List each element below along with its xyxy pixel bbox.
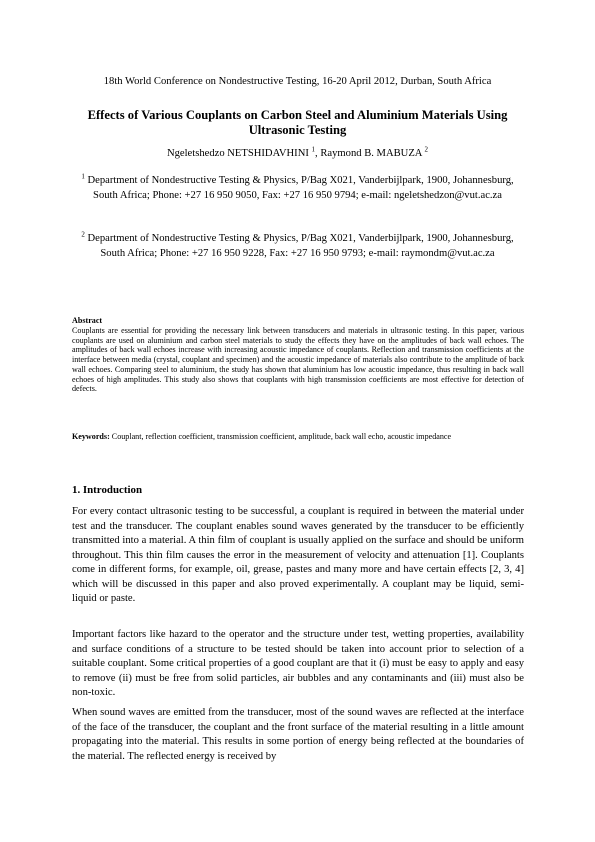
intro-paragraph-1 — [72, 505, 524, 607]
abstract-block — [72, 316, 524, 394]
author-separator: , — [315, 148, 321, 159]
author-2-mark: 2 — [424, 145, 429, 154]
author-line — [0, 145, 595, 159]
affiliation-1-text: Department of Nondestructive Testing & Physics, P/Bag X021, Vanderbijlpark, 1900, Johannesburg, South Africa; Phone: +27 16 950 9050, Fax: +27 16 950 9794; e-mail: ngeletshedzon@vut.ac.za — [84, 175, 514, 201]
conference-header: 18th World Conference on Nondestructive Testing, 16-20 April 2012, Durban, South Africa — [103, 76, 492, 87]
keywords-label: Keywords: — [72, 432, 110, 441]
author-2-name: Raymond B. MABUZA — [320, 148, 422, 159]
paragraph-text: Important factors like hazard to the operator and the structure under test, wetting properties, availability and surface conditions of a structure to be tested should be taken into account prior to selection of a suitable couplant. Some critical properties of a good couplant are that it (i) must be easy to apply and easy to remove (ii) must be free from solid particles, air bubbles and any contaminants and (iii) must also be non-toxic. — [72, 629, 524, 699]
section-heading-introduction: 1. Introduction — [72, 484, 142, 496]
keywords-text: Couplant, reflection coefficient, transmission coefficient, amplitude, back wall echo, acoustic impedance — [109, 432, 452, 441]
abstract-text: Couplants are essential for providing the necessary link between transducers and materials in ultrasonic testing. In this paper, various couplants are used on aluminium and carbon steel materials to study the effects they have on the amplitudes of back wall echoes. The amplitudes of back wall echoes increase with increasing acoustic impedance of couplants. Reflection and transmission coefficients at the interface between media (crystal, couplant and specimen) and the acoustic impedance of materials also contribute to the amplitude of back wall echoes. Comparing steel to aluminium, the study has shown that aluminium has low acoustic impedance, thus resulting in back wall echoes of high amplitudes. This study also shows that couplants with high transmission coefficients are most effective for detection of defects. — [72, 325, 524, 394]
paragraph-text: When sound waves are emitted from the transducer, most of the sound waves are reflected at the interface of the face of the transducer, the couplant and the front surface of the material resulting in a little amount propagating into the material. This results in some portion of energy being reflected at the boundaries of the material. The reflected energy is received by — [72, 707, 524, 762]
paper-title: Effects of Various Couplants on Carbon Steel and Aluminium Materials Using Ultrasonic Testing — [87, 108, 508, 137]
author-1-mark: 1 — [311, 145, 316, 154]
affiliation-2-mark: 2 — [81, 230, 85, 239]
affiliation-2 — [80, 232, 515, 261]
affiliation-1-mark: 1 — [81, 172, 85, 181]
paragraph-text: For every contact ultrasonic testing to be successful, a couplant is required in between the material under test and the transducer. The couplant enables sound waves generated by the transducer to be efficiently transmitted into a material. A thin film of couplant is usually applied on the surface and should be uniform throughout. This thin film causes the error in the measurement of velocity and attenuation [1]. Couplants come in different forms, for example, oil, grease, pastes and many more and have certain effects [2, 3, 4] which will be discussed in this paper and also proved experimentally. A couplant may be liquid, semi-liquid or paste. — [72, 506, 524, 605]
intro-paragraph-2 — [72, 628, 524, 701]
abstract-heading: Abstract — [72, 316, 103, 325]
author-1-name: Ngeletshedzo NETSHIDAVHINI — [166, 148, 309, 159]
keywords-block — [72, 432, 524, 442]
affiliation-1 — [80, 174, 515, 203]
affiliation-2-text: Department of Nondestructive Testing & Physics, P/Bag X021, Vanderbijlpark, 1900, Johannesburg, South Africa; Phone: +27 16 950 9228, Fax: +27 16 950 9793; e-mail: raymondm@vut.ac.za — [84, 233, 514, 259]
intro-paragraph-3 — [72, 706, 524, 764]
